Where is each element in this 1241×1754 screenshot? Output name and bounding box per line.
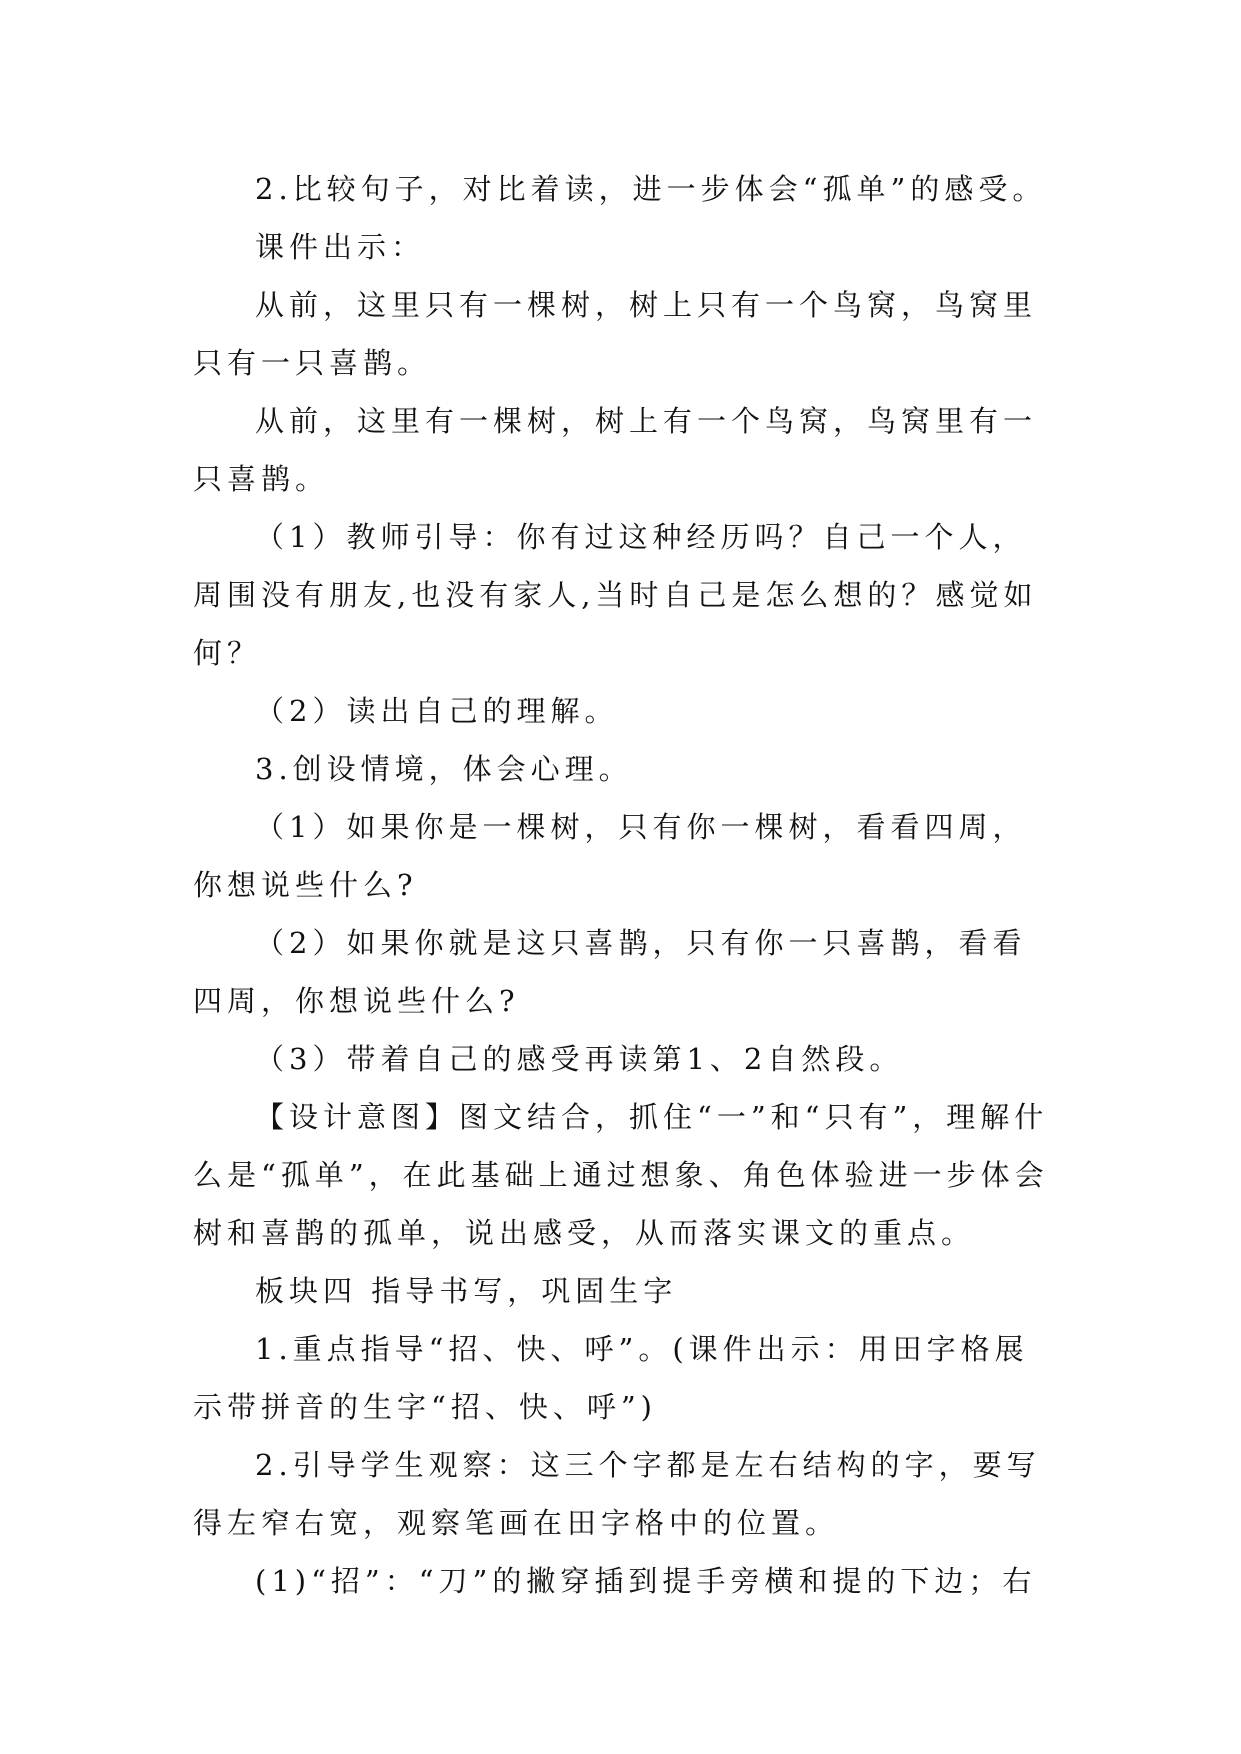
paragraph: (1)“招”：“刀”的撇穿插到提手旁横和提的下边；右 (255, 1564, 1037, 1598)
paragraph: （1）教师引导：你有过这种经历吗？自己一个人，周围没有朋友,也没有家人,当时自己是怎么想的？感觉如何？ (193, 520, 1038, 670)
document-body (193, 160, 1053, 1610)
paragraph: 1.重点指导“招、快、呼”。(课件出示：用田字格展示带拼音的生字“招、快、呼”) (193, 1332, 1029, 1424)
paragraph: 从前，这里只有一棵树，树上只有一个鸟窝，鸟窝里只有一只喜鹊。 (193, 288, 1038, 380)
paragraph: 课件出示： (255, 230, 426, 264)
paragraph: （2）读出自己的理解。 (255, 694, 619, 728)
paragraph: （2）如果你就是这只喜鹊，只有你一只喜鹊，看看四周，你想说些什么? (193, 926, 1027, 1018)
paragraph: （3）带着自己的感受再读第1、2自然段。 (255, 1042, 904, 1076)
paragraph: 3.创设情境，体会心理。 (255, 752, 633, 786)
paragraph: 2.比较句子，对比着读，进一步体会“孤单”的感受。 (255, 172, 1047, 206)
section-heading: 板块四 指导书写，巩固生字 (255, 1274, 678, 1308)
paragraph: 2.引导学生观察：这三个字都是左右结构的字，要写得左窄右宽，观察笔画在田字格中的位置。 (193, 1448, 1041, 1540)
design-intent-paragraph: 【设计意图】图文结合，抓住“一”和“只有”，理解什么是“孤单”，在此基础上通过想象、角色体验进一步体会树和喜鹊的孤单，说出感受，从而落实课文的重点。 (193, 1100, 1049, 1250)
paragraph: 从前，这里有一棵树，树上有一个鸟窝，鸟窝里有一只喜鹊。 (193, 404, 1038, 496)
paragraph: （1）如果你是一棵树，只有你一棵树，看看四周，你想说些什么? (193, 810, 1027, 902)
